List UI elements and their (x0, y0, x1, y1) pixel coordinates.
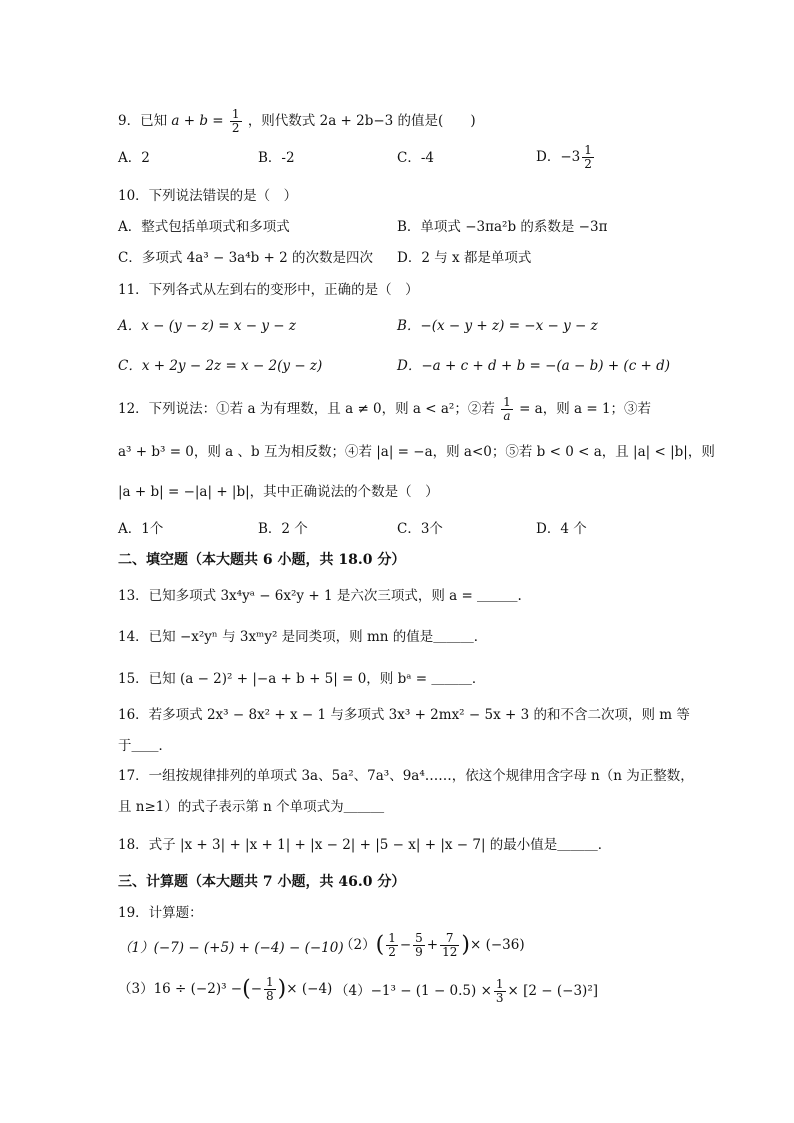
q19-part-2-frac-3 (440, 932, 459, 959)
q19-part-2-frac-2-den: 9 (415, 945, 423, 959)
question-19-stem: 19．计算题： (118, 905, 203, 921)
q9-fraction-num: 1 (231, 107, 240, 121)
question-14: 14．已知 −x²yⁿ 与 3xᵐy² 是同类项，则 mn 的值是＿＿＿． (118, 629, 488, 645)
q19-part-3-head: （3）16 ÷ (−2)³ − (118, 981, 243, 997)
q19-part-2-open-paren: ( (375, 932, 385, 958)
q19-part-1: （1）(−7) − (+5) + (−4) − (−10) (118, 940, 344, 956)
q19-part-2-frac-3-den: 12 (442, 945, 458, 959)
question-13: 13．已知多项式 3x⁴yᵃ − 6x²y + 1 是六次三项式，则 a = ＿＿＿. (118, 588, 522, 604)
question-11: 11．下列各式从左到右的变形中，正确的是（ ） (118, 282, 419, 298)
q9-fraction-den: 2 (231, 121, 240, 135)
q19-part-2-tail: × (−36) (469, 937, 525, 953)
q12-option-d: D．4 个 (536, 521, 587, 537)
q9-fraction (230, 108, 242, 135)
q12-fraction-num: 1 (503, 395, 511, 409)
q9-condition: a + b = (171, 113, 224, 129)
q9-option-d-prefix: D．−3 (536, 149, 581, 165)
question-12-line-3: |a + b| = −|a| + |b|，其中正确说法的个数是（ ） (118, 484, 439, 500)
question-17-line-1: 17．一组按规律排列的单项式 3a、5a²、7a³、9a⁴……，依这个规律用含字母 n（n 为正整数， (118, 768, 694, 784)
q19-part-2-frac-3-num: 7 (440, 932, 459, 946)
question-16-line-1: 16．若多项式 2x³ − 8x² + x − 1 与多项式 3x³ + 2mx² − 5x + 3 的和不含二次项，则 m 等 (118, 707, 690, 723)
q9-option-b: B．-2 (258, 150, 295, 166)
q19-part-4-tail: × [2 − (−3)²] (507, 983, 598, 999)
question-17-line-2: 且 n≥1）的式子表示第 n 个单项式为＿＿＿ (118, 799, 385, 815)
q19-part-2-close-paren: ) (461, 932, 470, 958)
q19-part-3-frac-num: 1 (266, 975, 274, 989)
q19-part-4-frac-num: 1 (495, 977, 504, 991)
q19-part-3-frac-den: 8 (266, 989, 274, 1003)
q19-part-3-close-paren: ) (277, 976, 287, 1002)
q12-option-a: A．1个 (118, 521, 164, 537)
q19-part-2-frac-2-num: 5 (415, 931, 423, 945)
q11-option-c: C．x + 2y − 2z = x − 2(y − z) (118, 358, 323, 374)
question-9 (118, 108, 476, 135)
q9-rest: ，则代数式 2a + 2b−3 的值是( ) (247, 113, 476, 129)
q9-option-d-num: 1 (584, 143, 592, 157)
q19-part-2-frac-1-den: 2 (388, 945, 396, 959)
q10-option-b: B．单项式 −3πa²b 的系数是 −3π (397, 219, 608, 235)
question-10: 10．下列说法错误的是（ ） (118, 188, 298, 204)
q19-part-3: （3）16 ÷ (−2)³ −(− $\frac{1}{8}$ )× (−4) (118, 975, 333, 1003)
q10-option-c: C．多项式 4a³ − 3a⁴b + 2 的次数是四次 (118, 250, 374, 266)
q12-text-b: = a，则 a = 1；③若 (519, 401, 652, 417)
q19-part-4-head: （4）−1³ − (1 − 0.5) × (335, 983, 492, 999)
q10-option-a: A．整式包括单项式和多项式 (118, 219, 290, 235)
q10-option-d: D．2 与 x 都是单项式 (397, 250, 532, 266)
q19-part-2-plus: + (426, 937, 439, 953)
q19-part-3-frac (264, 976, 276, 1003)
q9-option-d-den: 2 (584, 157, 592, 171)
q11-option-d: D．−a + c + d + b = −(a − b) + (c + d) (397, 358, 671, 374)
question-12-line-1 (118, 396, 651, 423)
q19-part-2-minus: − (399, 937, 412, 953)
q19-part-2-label: （2） (340, 937, 376, 953)
q19-part-2-frac-1-num: 1 (388, 931, 396, 945)
q12-text-a: 12．下列说法：①若 a 为有理数，且 a ≠ 0，则 a < a²；②若 (118, 401, 495, 417)
section-2-heading: 二、填空题（本大题共 6 小题，共 18.0 分） (118, 552, 406, 568)
q19-part-2-frac-1 (386, 932, 398, 959)
q12-fraction (501, 396, 513, 423)
q19-part-3-tail: × (−4) (286, 981, 333, 997)
q9-option-c: C．-4 (397, 150, 434, 166)
q19-part-2-frac-2 (413, 932, 425, 959)
q12-fraction-den: a (503, 409, 511, 423)
q11-option-a: A．x − (y − z) = x − y − z (118, 318, 296, 334)
q19-part-4 (335, 978, 598, 1005)
question-18: 18．式子 |x + 3| + |x + 1| + |x − 2| + |5 − x| + |x − 7| 的最小值是＿＿＿． (118, 837, 612, 853)
q19-part-4-frac-den: 3 (495, 991, 504, 1005)
q12-option-b: B．2 个 (258, 521, 308, 537)
q9-prefix: 9．已知 (118, 113, 168, 129)
q12-option-c: C．3个 (397, 521, 443, 537)
q9-option-d (536, 144, 596, 171)
q9-option-d-fraction (582, 144, 594, 171)
question-16-line-2: 于＿＿． (118, 738, 172, 754)
section-3-heading: 三、计算题（本大题共 7 小题，共 46.0 分） (118, 874, 406, 890)
question-15: 15．已知 (a − 2)² + |−a + b + 5| = 0，则 bᵃ = ＿＿＿． (118, 671, 486, 687)
q11-option-b: B．−(x − y + z) = −x − y − z (397, 318, 598, 334)
q19-part-3-open-paren: ( (242, 976, 251, 1002)
q9-option-a: A．2 (118, 150, 150, 166)
q19-part-2 (340, 932, 525, 959)
question-12-line-2: a³ + b³ = 0，则 a 、b 互为相反数；④若 |a| = −a，则 a<0；⑤若 b < 0 < a，且 |a| < |b|，则 (118, 444, 715, 460)
q19-part-4-frac (494, 978, 506, 1005)
